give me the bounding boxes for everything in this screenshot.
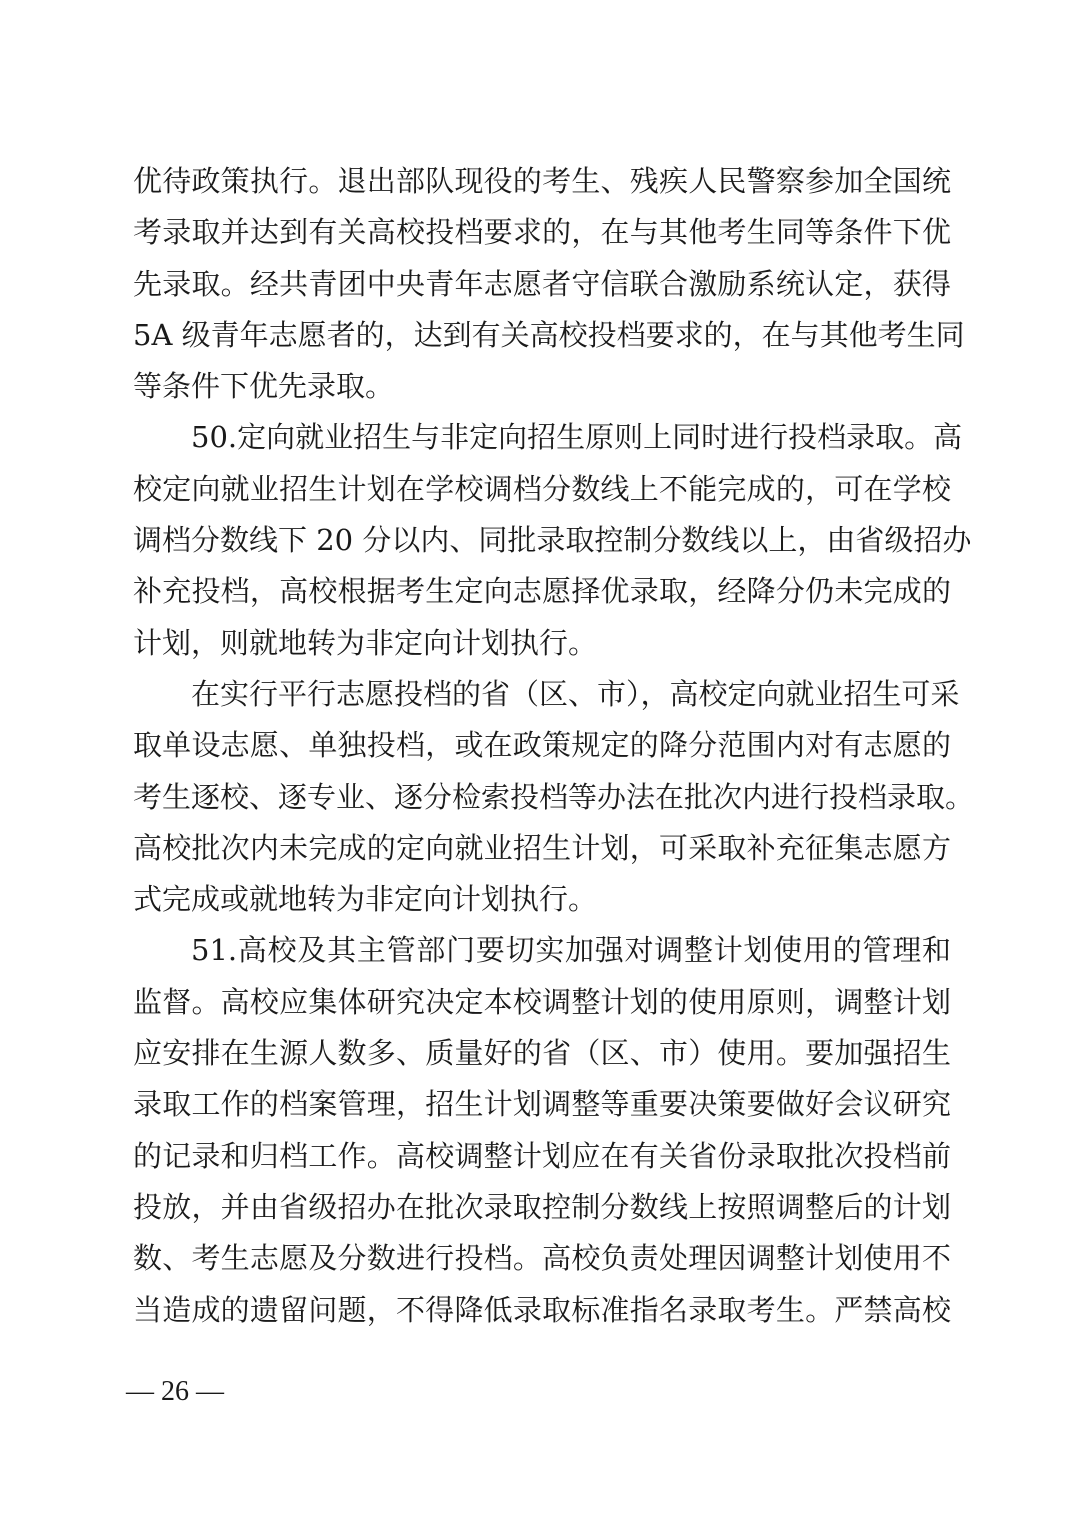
text-line: 应安排在生源人数多、质量好的省（区、市）使用。要加强招生 <box>133 1036 951 1071</box>
text-line: 补充投档，高校根据考生定向志愿择优录取，经降分仍未完成的 <box>133 574 951 609</box>
paragraph-51-start: 51.高校及其主管部门要切实加强对调整计划使用的管理和 <box>191 933 951 968</box>
text-line: 录取工作的档案管理，招生计划调整等重要决策要做好会议研究 <box>133 1087 951 1122</box>
text-line: 5A 级青年志愿者的，达到有关高校投档要求的，在与其他考生同 <box>133 317 965 352</box>
text-line: 监督。高校应集体研究决定本校调整计划的使用原则，调整计划 <box>133 984 951 1019</box>
text-line: 调档分数线下 20 分以内、同批录取控制分数线以上，由省级招办 <box>133 523 972 558</box>
paragraph-50-start: 50.定向就业招生与非定向招生原则上同时进行投档录取。高 <box>191 420 963 455</box>
body-text <box>133 156 975 1336</box>
text-line: 式完成或就地转为非定向计划执行。 <box>133 882 598 917</box>
text-line: 取单设志愿、单独投档，或在政策规定的降分范围内对有志愿的 <box>133 728 951 763</box>
text-line: 考生逐校、逐专业、逐分检索投档等办法在批次内进行投档录取。 <box>133 779 975 814</box>
page-number: — 26 — <box>126 1376 224 1407</box>
text-line: 的记录和归档工作。高校调整计划应在有关省份录取批次投档前 <box>133 1138 951 1173</box>
text-line: 数、考生志愿及分数进行投档。高校负责处理因调整计划使用不 <box>133 1241 951 1276</box>
text-line: 优待政策执行。退出部队现役的考生、残疾人民警察参加全国统 <box>133 164 951 198</box>
text-line: 当造成的遗留问题，不得降低录取标准指名录取考生。严禁高校 <box>133 1292 951 1327</box>
text-line: 高校批次内未完成的定向就业招生计划，可采取补充征集志愿方 <box>133 830 951 865</box>
text-line: 计划，则就地转为非定向计划执行。 <box>133 625 598 660</box>
text-line: 校定向就业招生计划在学校调档分数线上不能完成的，可在学校 <box>133 471 951 506</box>
text-line: 考录取并达到有关高校投档要求的，在与其他考生同等条件下优 <box>133 215 951 250</box>
paragraph-start: 在实行平行志愿投档的省（区、市），高校定向就业招生可采 <box>191 676 960 711</box>
text-line: 等条件下优先录取。 <box>133 369 395 404</box>
text-line: 先录取。经共青团中央青年志愿者守信联合激励系统认定，获得 <box>133 266 951 301</box>
text-line: 投放，并由省级招办在批次录取控制分数线上按照调整后的计划 <box>133 1189 951 1224</box>
